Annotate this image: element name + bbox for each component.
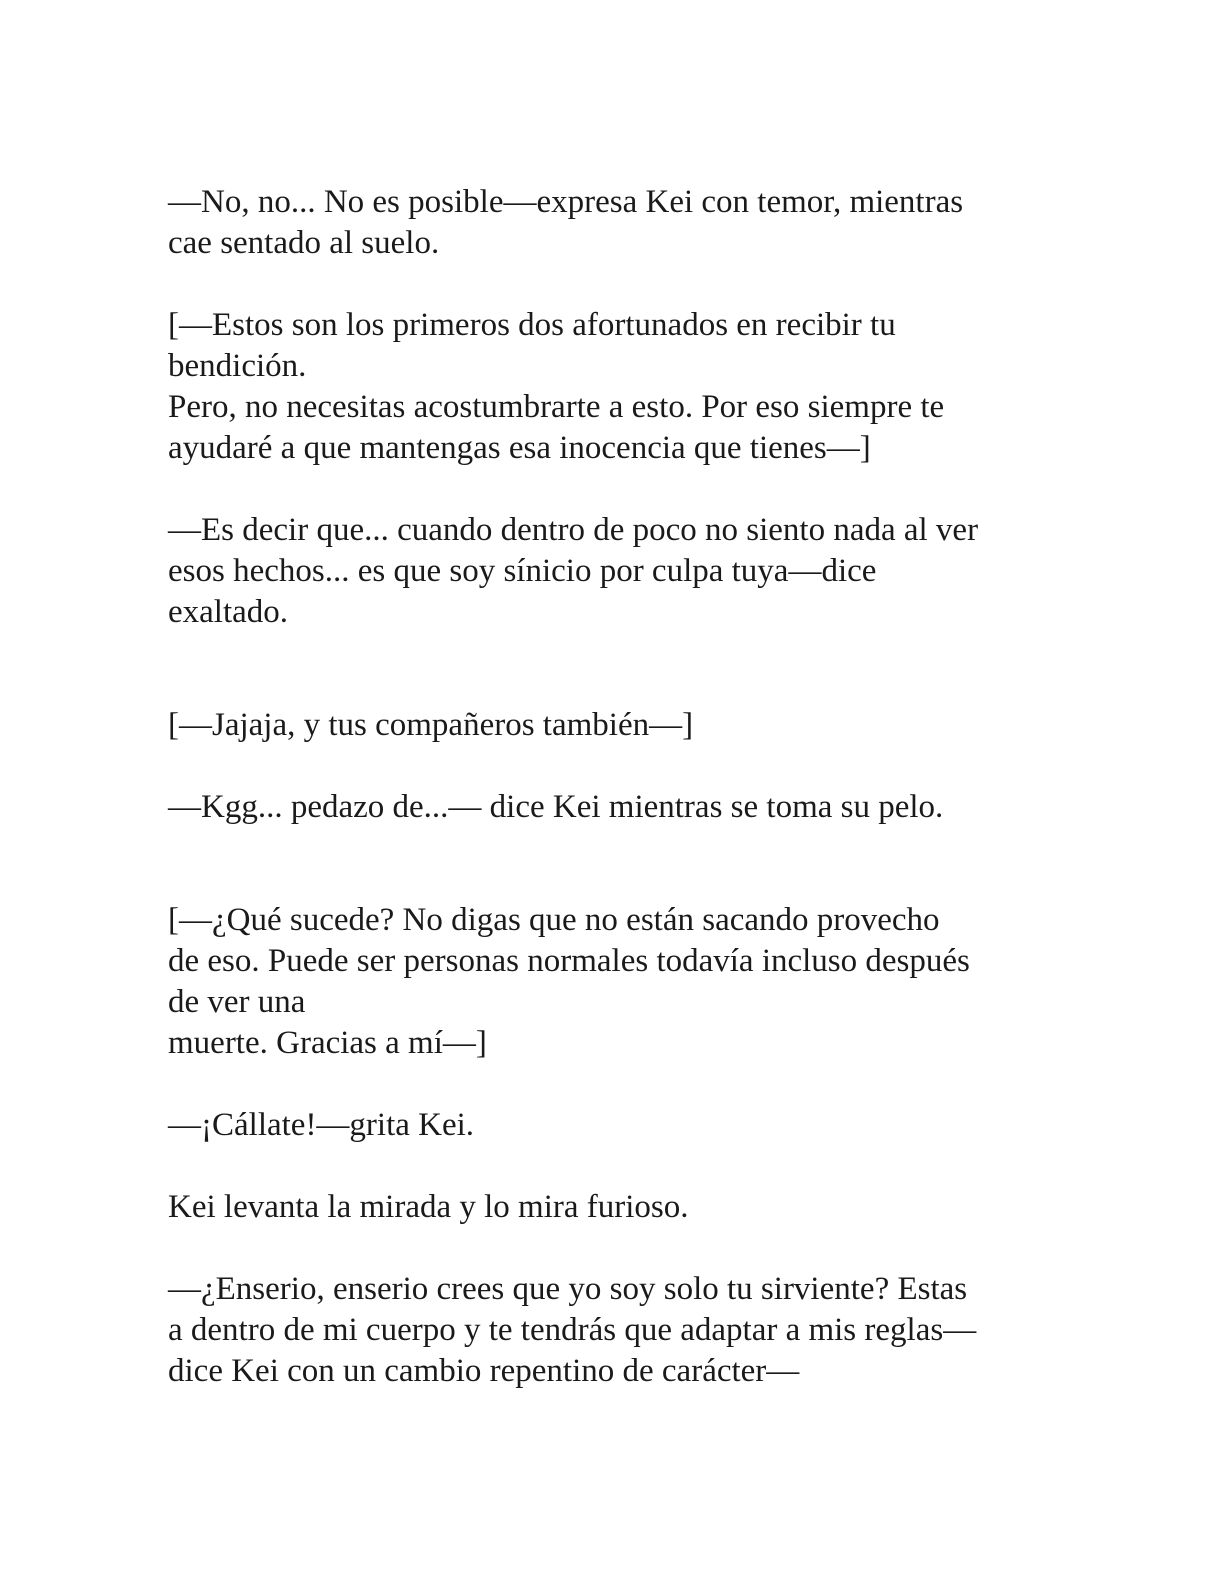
text-line: cae sentado al suelo. — [168, 225, 440, 261]
text-line: muerte. Gracias a mí—] — [168, 1025, 487, 1061]
text-line: Pero, no necesitas acostumbrarte a esto. Por eso siempre te — [168, 389, 945, 425]
text-line: —Kgg... pedazo de...— dice Kei mientras se toma su pelo. — [168, 789, 944, 825]
text-line: Kei levanta la mirada y lo mira furioso. — [168, 1189, 689, 1225]
text-line: a dentro de mi cuerpo y te tendrás que adaptar a mis reglas— — [168, 1312, 977, 1348]
document-page — [168, 0, 1058, 1584]
text-line: de ver una — [168, 984, 306, 1020]
text-line: de eso. Puede ser personas normales todavía incluso después — [168, 943, 970, 979]
text-line: ayudaré a que mantengas esa inocencia que tienes—] — [168, 430, 871, 466]
text-line: esos hechos... es que soy sínicio por culpa tuya—dice — [168, 553, 877, 589]
text-line: —¿Enserio, enserio crees que yo soy solo tu sirviente? Estas — [168, 1271, 968, 1307]
text-line: dice Kei con un cambio repentino de carácter— — [168, 1353, 800, 1389]
text-line: —Es decir que... cuando dentro de poco no siento nada al ver — [168, 512, 979, 548]
text-line: [—¿Qué sucede? No digas que no están sacando provecho — [168, 902, 940, 938]
text-line: bendición. — [168, 348, 307, 384]
text-line: —¡Cállate!—grita Kei. — [168, 1107, 475, 1143]
text-line: exaltado. — [168, 594, 289, 630]
text-line: [—Estos son los primeros dos afortunados en recibir tu — [168, 307, 896, 343]
text-line: —No, no... No es posible—expresa Kei con temor, mientras — [168, 184, 964, 220]
text-line: [—Jajaja, y tus compañeros también—] — [168, 707, 694, 743]
